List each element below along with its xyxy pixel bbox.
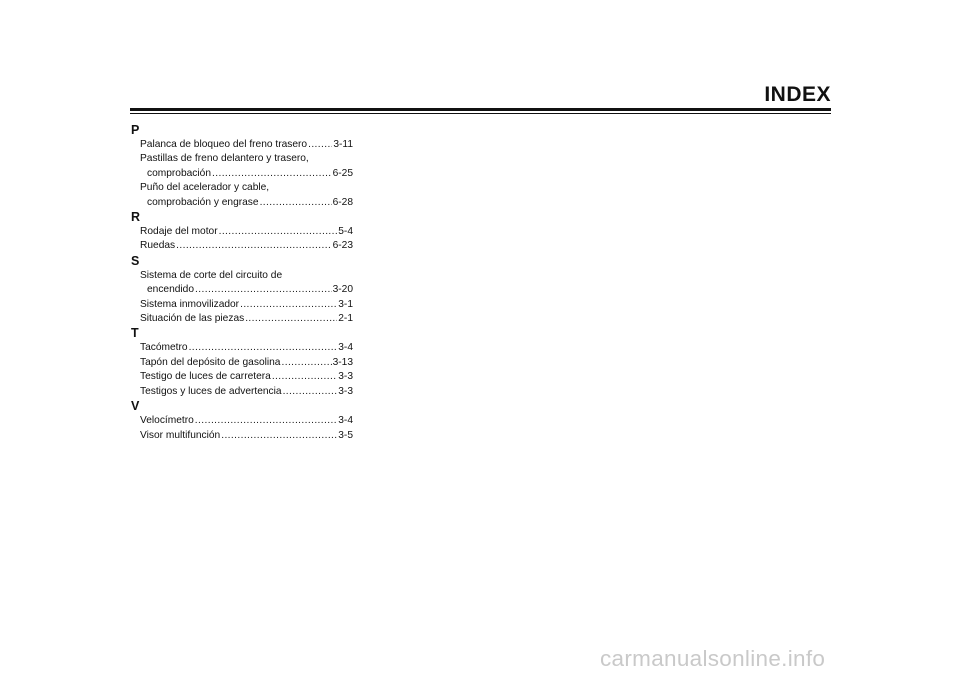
index-entry bbox=[131, 341, 353, 355]
leader-dots bbox=[245, 312, 337, 326]
entry-term: Situación de las piezas bbox=[140, 313, 245, 325]
leader-dots bbox=[195, 414, 337, 428]
index-entry bbox=[131, 239, 353, 253]
entry-term-continued: comprobación bbox=[147, 167, 211, 179]
index-entry bbox=[131, 298, 353, 312]
entry-page: 5-4 bbox=[338, 226, 353, 238]
leader-dots bbox=[281, 356, 331, 370]
index-letter-p: P bbox=[131, 123, 140, 137]
entry-page: 3-20 bbox=[332, 284, 353, 296]
entry-term: Ruedas bbox=[140, 240, 176, 252]
entry-page: 6-28 bbox=[332, 196, 353, 208]
entry-term: Tapón del depósito de gasolina bbox=[140, 356, 281, 368]
entry-page: 3-5 bbox=[338, 429, 353, 441]
leader-dots bbox=[272, 370, 337, 384]
entry-term: Visor multifunción bbox=[140, 429, 221, 441]
entry-term-continued: comprobación y engrase bbox=[147, 196, 259, 208]
entry-term: Rodaje del motor bbox=[140, 226, 218, 238]
entry-page: 3-13 bbox=[332, 356, 353, 368]
index-entry bbox=[131, 138, 353, 152]
index-entry bbox=[131, 414, 353, 428]
index-entry bbox=[131, 370, 353, 384]
entry-page: 3-3 bbox=[338, 371, 353, 383]
leader-dots bbox=[219, 225, 338, 239]
index-entry bbox=[131, 312, 353, 326]
entry-page: 3-11 bbox=[333, 139, 353, 150]
leader-dots bbox=[283, 385, 338, 399]
entry-page: 6-25 bbox=[332, 167, 353, 179]
index-entry bbox=[131, 269, 353, 298]
index-entry bbox=[131, 385, 353, 399]
entry-page: 2-1 bbox=[338, 313, 353, 325]
entry-term: Velocímetro bbox=[140, 415, 194, 427]
index-entry bbox=[131, 152, 353, 181]
index-entry bbox=[131, 356, 353, 370]
leader-dots bbox=[195, 283, 332, 297]
leader-dots bbox=[189, 341, 338, 355]
entry-page: 3-1 bbox=[338, 298, 353, 310]
leader-dots bbox=[221, 429, 337, 443]
index-column bbox=[131, 123, 353, 443]
index-entry bbox=[131, 429, 353, 443]
index-entry bbox=[131, 181, 353, 210]
entry-page: 3-4 bbox=[338, 342, 353, 354]
entry-page: 6-23 bbox=[332, 240, 353, 252]
entry-term: Puño del acelerador y cable, bbox=[140, 182, 270, 194]
index-letter-v: V bbox=[131, 399, 140, 414]
entry-term-continued: encendido bbox=[147, 284, 195, 296]
entry-term: Testigo de luces de carretera bbox=[140, 371, 271, 383]
entry-term: Sistema de corte del circuito de bbox=[140, 269, 283, 281]
leader-dots bbox=[212, 167, 332, 181]
leader-dots bbox=[260, 196, 332, 210]
index-letter-s: S bbox=[131, 253, 140, 268]
entry-page: 3-4 bbox=[338, 415, 353, 427]
leader-dots bbox=[176, 239, 331, 253]
index-letter-t: T bbox=[131, 326, 139, 341]
index-letter-r: R bbox=[131, 210, 141, 225]
entry-term: Testigos y luces de advertencia bbox=[140, 385, 282, 397]
page-title: INDEX bbox=[764, 83, 831, 106]
entry-term: Tacómetro bbox=[140, 342, 188, 354]
entry-term: Pastillas de freno delantero y trasero, bbox=[140, 153, 309, 165]
leader-dots bbox=[308, 138, 332, 152]
entry-term: Palanca de bloqueo del freno trasero bbox=[140, 139, 308, 150]
header-rule-thick bbox=[130, 108, 831, 111]
entry-term: Sistema inmovilizador bbox=[140, 298, 240, 310]
header-rule-thin bbox=[130, 113, 831, 114]
watermark: carmanualsonline.info bbox=[600, 646, 826, 671]
index-entry bbox=[131, 225, 353, 239]
entry-page: 3-3 bbox=[338, 385, 353, 397]
leader-dots bbox=[240, 298, 337, 312]
